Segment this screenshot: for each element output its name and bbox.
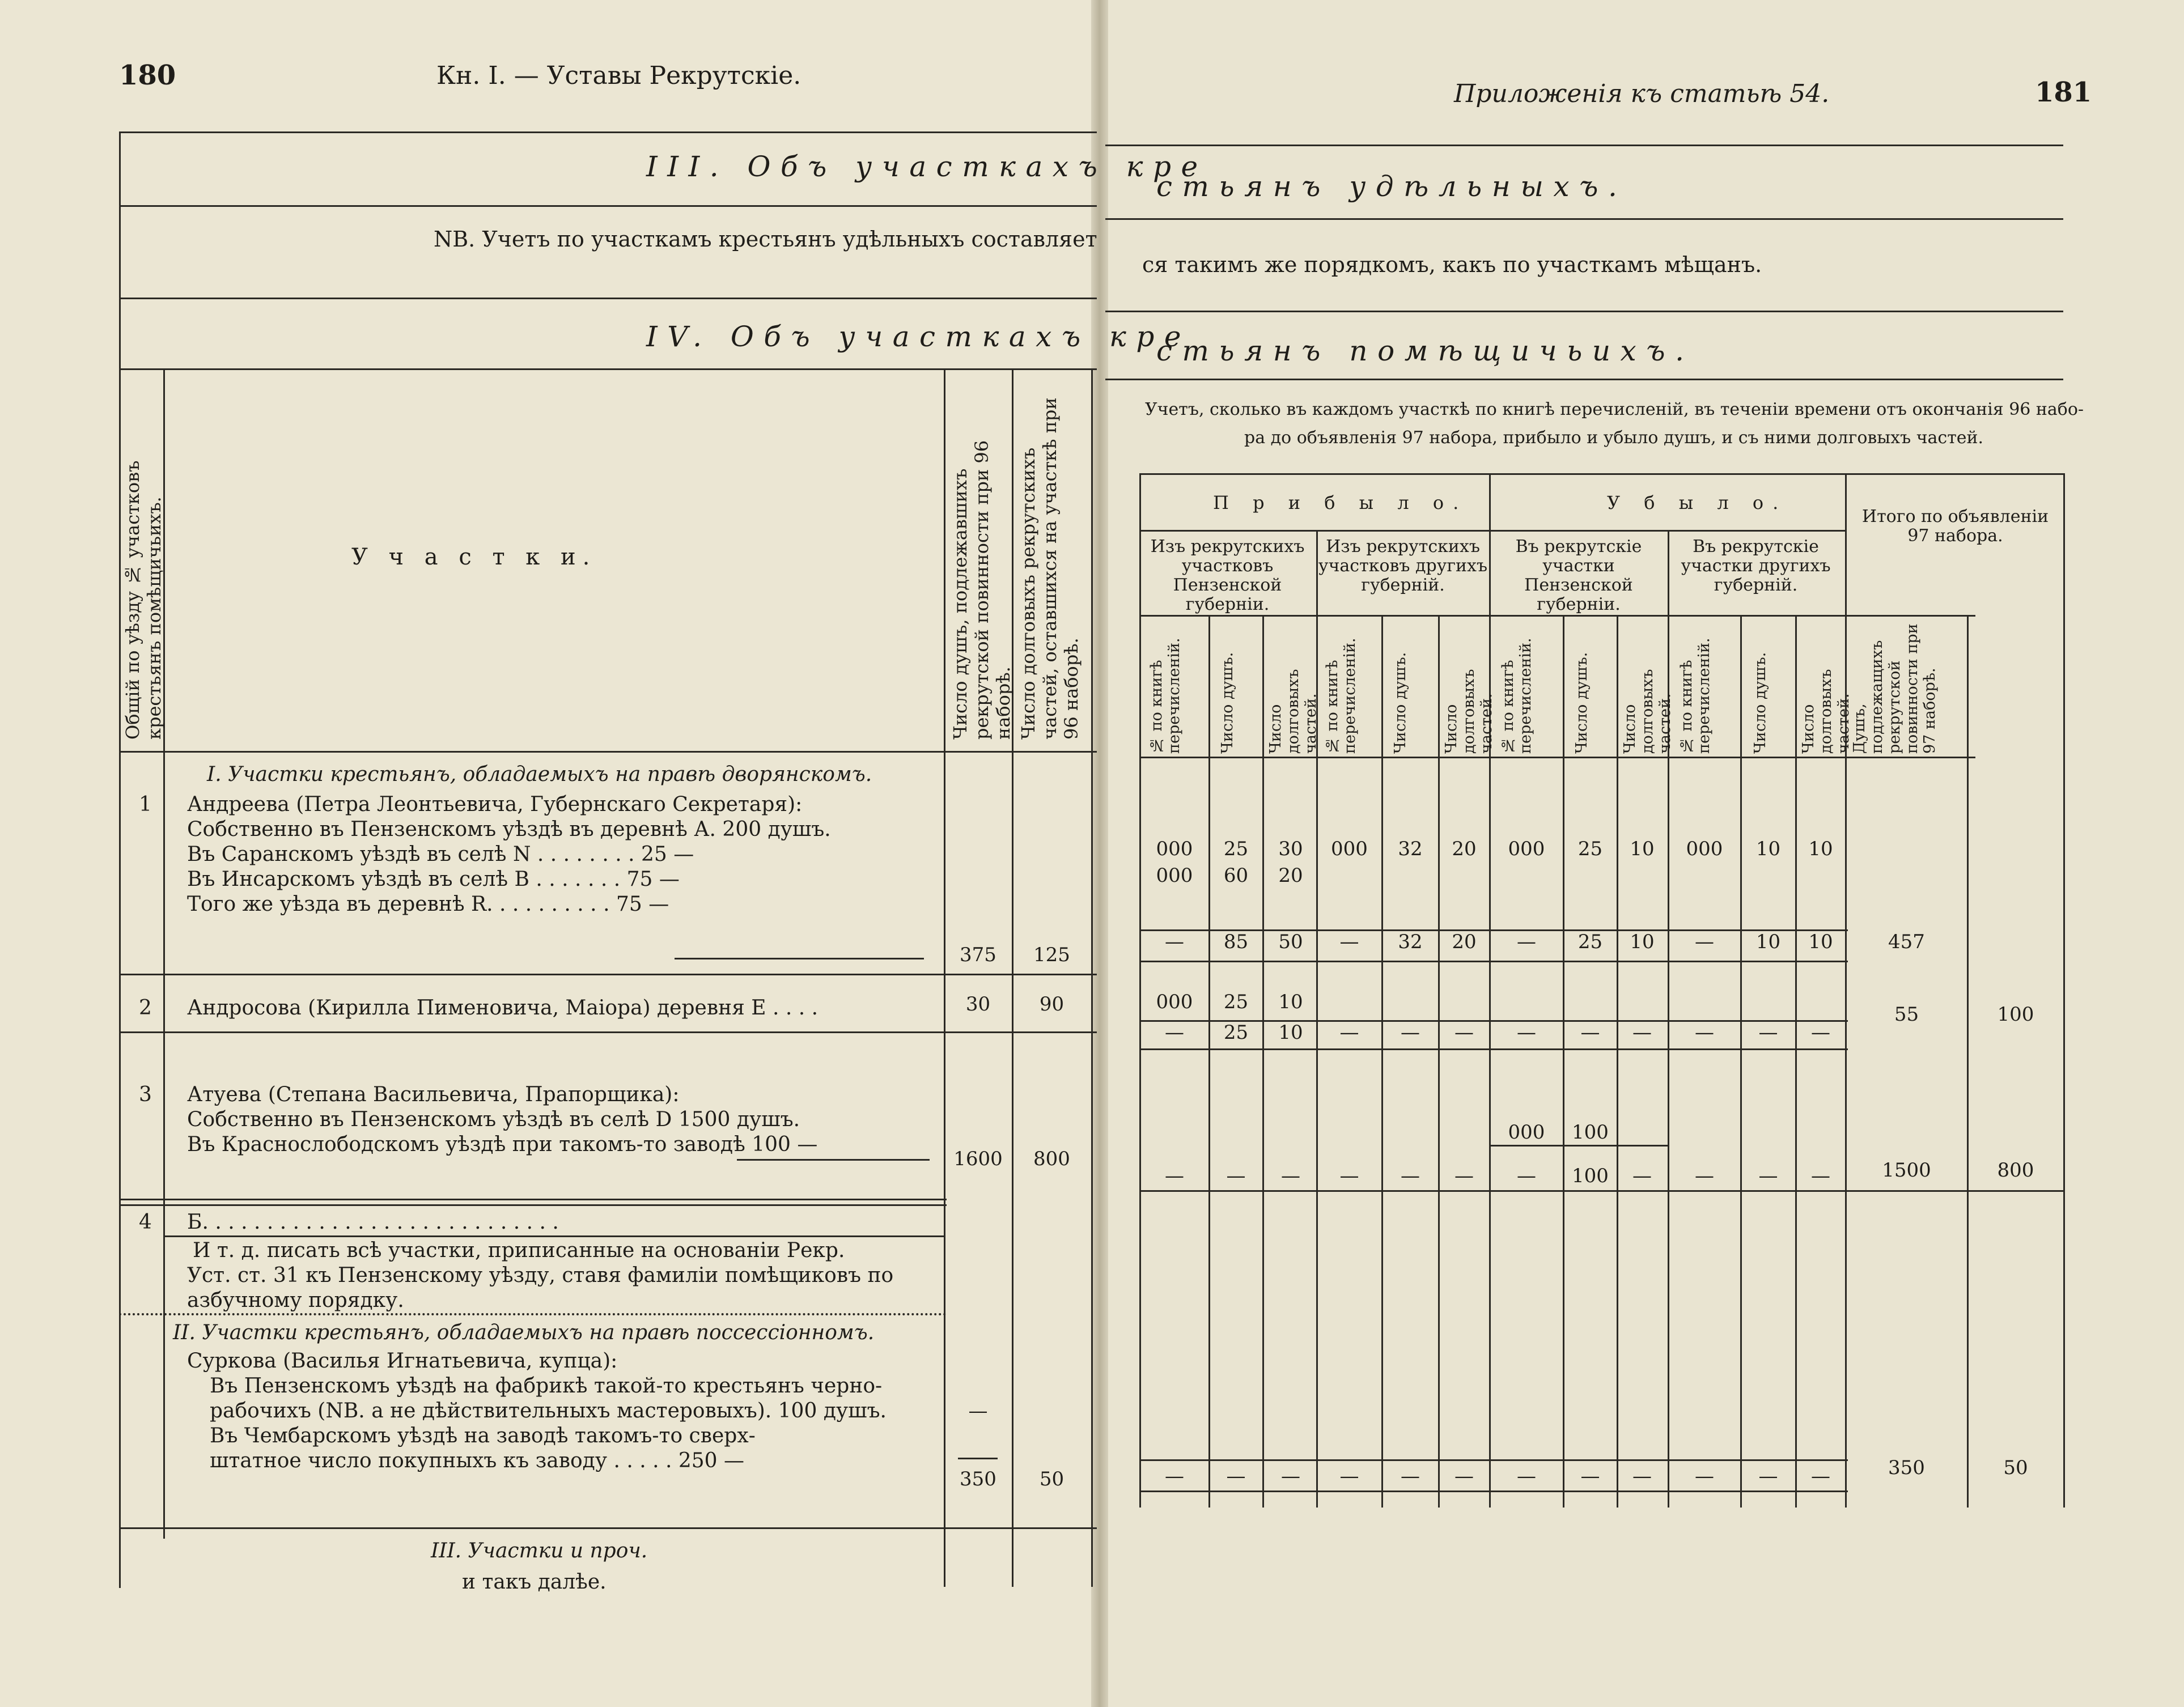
table-cell: 30 xyxy=(1278,838,1303,860)
table-cell: — xyxy=(1695,1165,1714,1187)
table-cell: 85 xyxy=(1223,931,1249,953)
rule xyxy=(119,974,1097,975)
table-cell: — xyxy=(1517,931,1536,953)
rule xyxy=(1139,1459,1848,1461)
table-cell: 25 xyxy=(1223,838,1249,860)
row-number: 4 xyxy=(139,1211,152,1234)
entry-line: Собственно въ Пензенскомъ уѣздѣ въ селѣ D 1500 душъ. xyxy=(187,1108,800,1131)
rule xyxy=(1489,473,1491,1508)
table-cell: 20 xyxy=(1452,931,1477,953)
table-cell: 10 xyxy=(1278,991,1303,1013)
rule xyxy=(1105,379,2063,380)
rule xyxy=(1316,530,1318,1508)
table-cell: — xyxy=(1517,1165,1536,1187)
rule xyxy=(2063,473,2065,1508)
table-cell: — xyxy=(1281,1165,1300,1187)
etc-line: И т. д. писать всѣ участки, приписанные на основаніи Рекр. xyxy=(193,1239,845,1262)
rule xyxy=(1967,615,1969,1508)
table-cell: — xyxy=(1695,1021,1714,1044)
sum-rule xyxy=(737,1159,930,1161)
table-cell: — xyxy=(1454,1165,1474,1187)
debt-value: 50 xyxy=(1039,1468,1065,1491)
table-cell: — xyxy=(1165,1021,1184,1044)
rule xyxy=(119,298,1097,299)
table-cell: 10 xyxy=(1755,931,1781,953)
row-number: 3 xyxy=(139,1083,152,1106)
group-header: Въ рекрутскіе участки Пензенской губерніи. xyxy=(1515,537,1642,614)
nb-continuation: ся такимъ же порядкомъ, какъ по участкамъ мѣщанъ. xyxy=(1142,252,1762,277)
table-cell: — xyxy=(1695,931,1714,953)
group-header: Изъ рекрутскихъ участковъ Пензенской губерніи. xyxy=(1150,537,1305,614)
table-cell: 10 xyxy=(1630,931,1655,953)
surkov-line: Въ Чембарскомъ уѣздѣ на заводѣ такомъ-то сверх- xyxy=(210,1424,756,1447)
table-cell: 32 xyxy=(1398,838,1423,860)
rule xyxy=(1490,1145,1668,1147)
rule xyxy=(119,1204,947,1206)
table-cell: 350 xyxy=(1888,1457,1925,1479)
table-cell: 50 xyxy=(1278,931,1303,953)
table-cell: 32 xyxy=(1398,931,1423,953)
table-cell: — xyxy=(1517,1465,1536,1488)
rule xyxy=(1139,1190,2063,1192)
entry-line: Б. . . . . . . . . . . . . . . . . . . . . . . . . . . . xyxy=(187,1211,559,1234)
rule xyxy=(119,1313,947,1315)
col-total-souls: Душъ, подлежащихъ рекрутской повинности при 97 наборѣ. xyxy=(1851,623,1939,754)
running-head-left: Кн. I. — Уставы Рекрутскіе. xyxy=(436,61,801,90)
souls-value: 1600 xyxy=(953,1148,1003,1170)
surkov-line: Суркова (Василья Игнатьевича, купца): xyxy=(187,1349,618,1373)
entry-line: Того же уѣзда въ деревнѣ R. . . . . . . . . . 75 — xyxy=(187,893,669,916)
table-cell: — xyxy=(1517,1021,1536,1044)
debt-value: 90 xyxy=(1039,993,1065,1016)
table-cell: 20 xyxy=(1452,838,1477,860)
table-cell: — xyxy=(1454,1021,1474,1044)
table-cell: — xyxy=(1632,1165,1652,1187)
rule xyxy=(163,1235,945,1237)
subsection-2-title: II. Участки крестьянъ, обладаемыхъ на правѣ поссессіонномъ. xyxy=(173,1321,875,1344)
section-4-title: IV. Объ участкахъ кре xyxy=(646,320,1191,353)
table-cell: — xyxy=(1758,1465,1778,1488)
rule xyxy=(119,131,1097,133)
col-debt: Число долговыхъ частей. xyxy=(1621,669,1674,754)
entry-line: Въ Саранскомъ уѣздѣ въ селѣ N . . . . . . . . 25 — xyxy=(187,843,694,866)
rule xyxy=(119,1031,1097,1033)
page-number-right: 181 xyxy=(2035,77,2092,108)
table-cell: — xyxy=(1281,1465,1300,1488)
table-cell: 000 xyxy=(1156,864,1193,887)
surkov-line: Въ Пензенскомъ уѣздѣ на фабрикѣ такой-то крестьянъ черно- xyxy=(210,1374,883,1398)
account-description: Учетъ, сколько въ каждомъ участкѣ по книгѣ перечисленій, въ теченіи времени отъ окончанія 96 набо- xyxy=(1145,400,2084,419)
table-cell: — xyxy=(1226,1165,1246,1187)
book-gutter xyxy=(1091,0,1108,1707)
table-cell: — xyxy=(1165,931,1184,953)
group-header: Изъ рекрутскихъ участковъ другихъ губерній. xyxy=(1318,537,1488,595)
col-header-souls-96: Число душъ, подлежавшихъ рекрутской повинности при 96 наборѣ. xyxy=(949,440,1014,740)
arrived-header: П р и б ы л о. xyxy=(1213,492,1468,513)
rule xyxy=(1139,757,1975,758)
total-header: Итого по объявленіи 97 набора. xyxy=(1861,507,2049,546)
table-cell: 10 xyxy=(1630,838,1655,860)
row-number: 1 xyxy=(139,793,152,816)
departed-header: У б ы л о. xyxy=(1607,492,1788,513)
rule xyxy=(1139,530,1845,532)
rule xyxy=(1668,530,1669,1508)
table-cell: — xyxy=(1401,1021,1420,1044)
table-cell: 60 xyxy=(1223,864,1249,887)
table-cell: 100 xyxy=(1572,1121,1609,1144)
table-cell: 25 xyxy=(1577,931,1603,953)
rule xyxy=(119,1527,1097,1529)
table-cell: 100 xyxy=(1572,1165,1609,1187)
table-cell: 000 xyxy=(1508,838,1545,860)
table-cell: — xyxy=(1339,931,1359,953)
col-souls: Число душъ. xyxy=(1752,652,1769,754)
table-cell: 10 xyxy=(1808,838,1833,860)
souls-value: — xyxy=(968,1400,988,1423)
running-head-right: Приложенія къ статьѣ 54. xyxy=(1454,79,1830,108)
section-4-continuation: стьянъ помѣщичьихъ. xyxy=(1156,334,1694,367)
rule xyxy=(1105,218,2063,220)
table-cell: — xyxy=(1339,1165,1359,1187)
sum-rule xyxy=(958,1458,998,1459)
table-cell: — xyxy=(1580,1465,1600,1488)
rule xyxy=(119,368,1097,370)
table-cell: 800 xyxy=(1997,1159,2034,1182)
entry-line: Андросова (Кирилла Пименовича, Маіора) деревня Е . . . . xyxy=(187,996,819,1020)
row-number: 2 xyxy=(139,996,152,1020)
rule xyxy=(1262,615,1264,1508)
table-cell: 000 xyxy=(1156,991,1193,1013)
col-book-number: № по книгѣ перечисленій. xyxy=(1678,638,1713,754)
col-header-debt-96: Число долговыхъ рекрутскихъ частей, оставшихся на участкѣ при 96 наборѣ. xyxy=(1017,397,1082,740)
sum-rule xyxy=(675,958,924,959)
table-cell: 100 xyxy=(1997,1003,2034,1026)
rule xyxy=(1139,615,1975,617)
table-cell: 25 xyxy=(1223,1021,1249,1044)
table-cell: 25 xyxy=(1577,838,1603,860)
rule xyxy=(1208,615,1210,1508)
souls-value: 30 xyxy=(965,993,991,1016)
rule xyxy=(119,131,121,1588)
rule xyxy=(1740,615,1742,1508)
table-cell: 10 xyxy=(1808,931,1833,953)
col-souls: Число душъ. xyxy=(1219,652,1236,754)
table-cell: 1500 xyxy=(1882,1159,1931,1182)
rule xyxy=(1139,1491,1848,1492)
col-souls: Число душъ. xyxy=(1392,652,1409,754)
surkov-line: рабочихъ (NB. а не дѣйствительныхъ мастеровыхъ). 100 душъ. xyxy=(210,1399,887,1423)
col-book-number: № по книгѣ перечисленій. xyxy=(1148,638,1183,754)
rule xyxy=(1012,368,1013,1587)
souls-value: 375 xyxy=(960,944,996,966)
table-cell: — xyxy=(1811,1465,1830,1488)
rule xyxy=(1105,311,2063,312)
account-description: ра до объявленія 97 набора, прибыло и убыло душъ, и съ ними долговыхъ частей. xyxy=(1244,428,1984,448)
table-cell: — xyxy=(1226,1465,1246,1488)
table-cell: 50 xyxy=(2003,1457,2028,1479)
rule xyxy=(1139,473,2063,475)
table-cell: — xyxy=(1632,1465,1652,1488)
table-cell: — xyxy=(1339,1465,1359,1488)
debt-value: 125 xyxy=(1033,944,1070,966)
etc-line: Уст. ст. 31 къ Пензенскому уѣзду, ставя фамиліи помѣщиковъ по xyxy=(187,1264,894,1287)
table-cell: — xyxy=(1758,1021,1778,1044)
subsection-3-title: III. Участки и проч. xyxy=(431,1539,648,1562)
rule xyxy=(1617,615,1618,1508)
col-book-number: № по книгѣ перечисленій. xyxy=(1499,638,1534,754)
rule xyxy=(119,205,1097,207)
table-cell: — xyxy=(1454,1465,1474,1488)
entry-line: Атуева (Степана Васильевича, Прапорщика): xyxy=(187,1083,680,1106)
col-header-plot-number: Общій по уѣзду № участковъ крестьянъ помѣщичьихъ. xyxy=(122,460,165,740)
table-cell: 000 xyxy=(1508,1121,1545,1144)
table-cell: 25 xyxy=(1223,991,1249,1013)
group-header: Въ рекрутскіе участки другихъ губерній. xyxy=(1681,537,1831,595)
page-number-left: 180 xyxy=(119,60,176,91)
table-cell: 10 xyxy=(1278,1021,1303,1044)
rule xyxy=(1795,615,1797,1508)
table-cell: — xyxy=(1580,1021,1600,1044)
entry-line: Въ Инсарскомъ уѣздѣ въ селѣ В . . . . . . . 75 — xyxy=(187,868,680,891)
rule xyxy=(1139,1048,1848,1050)
nb-note: NB. Учетъ по участкамъ крестьянъ удѣльныхъ составляет xyxy=(434,227,1097,252)
col-souls: Число душъ. xyxy=(1573,652,1591,754)
table-cell: 000 xyxy=(1331,838,1368,860)
table-cell: 000 xyxy=(1156,838,1193,860)
section-3-title: III. Объ участкахъ кре xyxy=(646,150,1208,183)
subsection-3-continuation: и такъ далѣе. xyxy=(462,1570,607,1594)
section-3-continuation: стьянъ удѣльныхъ. xyxy=(1156,170,1627,203)
surkov-line: штатное число покупныхъ къ заводу . . . . . 250 — xyxy=(210,1449,745,1472)
col-book-number: № по книгѣ перечисленій. xyxy=(1324,638,1359,754)
rule xyxy=(1845,473,1847,1508)
souls-value: 350 xyxy=(960,1468,996,1491)
table-cell: — xyxy=(1811,1165,1830,1187)
rule xyxy=(1091,368,1093,1587)
col-debt: Число долговыхъ частей. xyxy=(1800,669,1852,754)
table-cell: 000 xyxy=(1686,838,1723,860)
table-cell: — xyxy=(1758,1165,1778,1187)
rule xyxy=(1563,615,1564,1508)
table-cell: 10 xyxy=(1755,838,1781,860)
col-debt: Число долговыхъ частей. xyxy=(1267,669,1320,754)
table-cell: 20 xyxy=(1278,864,1303,887)
rule xyxy=(1438,615,1440,1508)
col-header-plots: У ч а с т к и. xyxy=(351,544,597,570)
table-cell: — xyxy=(1401,1465,1420,1488)
table-cell: 55 xyxy=(1894,1003,1919,1026)
rule xyxy=(1105,145,2063,146)
rule xyxy=(119,751,1097,753)
subsection-1-title: I. Участки крестьянъ, обладаемыхъ на правѣ дворянскомъ. xyxy=(207,763,872,786)
entry-line: Въ Краснослободскомъ уѣздѣ при такомъ-то заводѣ 100 — xyxy=(187,1133,818,1156)
rule xyxy=(1381,615,1383,1508)
entry-line: Андреева (Петра Леонтьевича, Губернскаго Секретаря): xyxy=(187,793,803,816)
table-cell: — xyxy=(1165,1165,1184,1187)
table-cell: — xyxy=(1695,1465,1714,1488)
table-cell: — xyxy=(1339,1021,1359,1044)
table-cell: — xyxy=(1632,1021,1652,1044)
table-cell: — xyxy=(1165,1465,1184,1488)
rule xyxy=(1139,961,1848,962)
table-cell: 457 xyxy=(1888,931,1925,953)
table-cell: — xyxy=(1811,1021,1830,1044)
debt-value: 800 xyxy=(1033,1148,1070,1170)
table-cell: — xyxy=(1401,1165,1420,1187)
etc-line: азбучному порядку. xyxy=(187,1289,404,1312)
rule xyxy=(119,1199,947,1200)
entry-line: Собственно въ Пензенскомъ уѣздѣ въ деревнѣ А. 200 душъ. xyxy=(187,818,831,841)
col-debt: Число долговыхъ частей. xyxy=(1443,669,1495,754)
